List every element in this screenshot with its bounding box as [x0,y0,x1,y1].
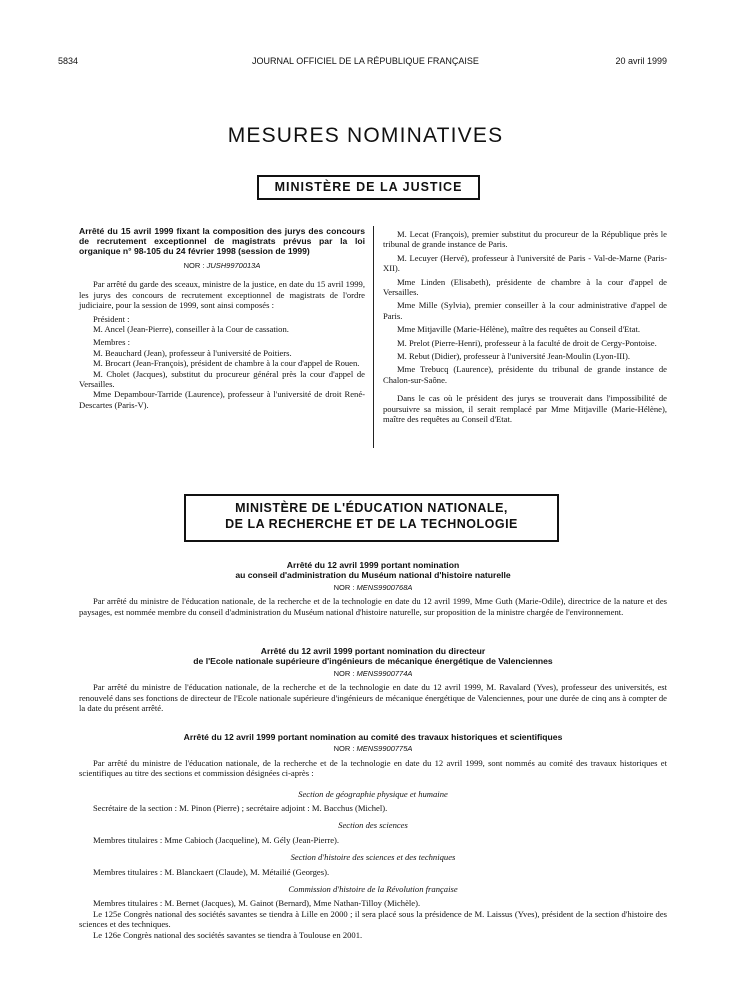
president-entry: M. Ancel (Jean-Pierre), conseiller à la Cour de cassation. [93,324,289,335]
nor-label: NOR : [333,582,357,592]
section-title: Commission d'histoire de la Révolution française [288,884,458,895]
section-title: Section de géographie physique et humaine [298,788,448,799]
page-title: MESURES NOMINATIVES [227,124,504,147]
arrete-title: Arrêté du 12 avril 1999 portant nomination [286,560,460,570]
nor-label: NOR : [333,744,357,754]
nor-code: MENS9900775A [356,744,413,754]
closing-paragraph: Dans le cas où le président des jurys se trouverait dans l'impossibilité de poursuivre sa mission, il serait remplacé par Mme Mitjaville (Marie-Hélène), maître des requêtes au Conseil d'Etat. [383,393,667,425]
congress-paragraph: Le 126e Congrès national des sociétés savantes se tiendra à Toulouse en 2001. [93,929,363,940]
arrete-cths [79,732,667,940]
arrete-title: au conseil d'administration du Muséum national d'histoire naturelle [235,570,511,581]
section-body: Membres titulaires : M. Bernet (Jacques), M. Gainot (Bernard), Mme Nathan-Tilloy (Michèle). [93,898,421,909]
member-entry: M. Cholet (Jacques), substitut du procureur général près la cour d'appel de Versailles. [79,368,365,390]
arrete-body: Par arrêté du ministre de l'éducation nationale, de la recherche et de la technologie en date du 12 avril 1999, M. Ravalard (Yves), professeur des universités, est renouvelé dans ses fonctions de directeur de l'Ecole nationale supérieure d'ingénieurs de mécanique énergétique de Valenciennes, pour une durée de cinq ans à compter de la date du présent arrêté. [79,682,667,714]
section-body: Secrétaire de la section : M. Pinon (Pierre) ; secrétaire adjoint : M. Bacchus (Michel). [93,803,388,814]
nor-code: JUSH9970013A [206,261,261,270]
member-entry: M. Lecat (François), premier substitut du procureur de la République près le tribunal de grande instance de Paris. [383,229,667,250]
member-entry: M. Prelot (Pierre-Henri), professeur à la faculté de droit de Cergy-Pontoise. [397,337,657,348]
member-entry: M. Beauchard (Jean), professeur à l'université de Poitiers. [93,347,292,358]
president-label: Président : [93,313,130,324]
arrete-title: Arrêté du 15 avril 1999 fixant la composition des jurys des concours de recrutement exceptionnel de magistrats prévus par la loi organique n° 98-105 du 24 février 1998 (session de 1999) [79,226,365,256]
nor-code: MENS9900774A [356,668,413,678]
member-entry: Mme Linden (Elisabeth), présidente de chambre à la cour d'appel de Versailles. [383,276,667,298]
section-body: Membres titulaires : M. Blanckaert (Claude), M. Métailié (Georges). [93,866,330,877]
arrete-museum [79,560,667,617]
member-entry: Mme Depambour-Tarride (Laurence), professeur à l'université de droit René-Descartes (Paris-V). [79,389,365,410]
nor-line [79,744,667,754]
arrete-intro: Par arrêté du garde des sceaux, ministre de la justice, en date du 15 avril 1999, les jurys des concours de recrutement exceptionnel de magistrats de l'ordre judiciaire, pour la session de 1999, sont ainsi composés : [79,279,365,311]
arrete-title: de l'Ecole nationale supérieure d'ingénieurs de mécanique énergétique de Valenciennes [193,656,553,667]
arrete-ensimev [79,646,667,713]
member-entry: Mme Trebucq (Laurence), présidente du tribunal de grande instance de Chalon-sur-Saône. [383,364,667,385]
arrete-body: Par arrêté du ministre de l'éducation nationale, de la recherche et de la technologie en date du 12 avril 1999, Mme Guth (Marie-Odile), directrice de la nature et des paysages, est nommée membre du conseil d'administration du Muséum national d'histoire naturelle, sur proposition de la ministre chargée de l'environnement. [79,596,667,617]
arrete-title: Arrêté du 12 avril 1999 portant nomination du directeur [260,646,486,656]
journal-title: JOURNAL OFFICIEL DE LA RÉPUBLIQUE FRANÇAISE [252,56,479,66]
section-title: Section d'histoire des sciences et des techniques [290,852,456,863]
nor-line [79,261,365,271]
column-divider [373,226,374,448]
member-entry: Mme Mitjaville (Marie-Hélène), maître des requêtes au Conseil d'Etat. [397,324,641,335]
nor-label: NOR : [183,261,207,270]
section-body: Membres titulaires : Mme Cabioch (Jacqueline), M. Gély (Jean-Pierre). [93,834,340,845]
nor-code: MENS9900768A [356,582,413,592]
page-number: 5834 [58,56,79,66]
ministry-justice-box [257,175,480,200]
arrete-title: Arrêté du 12 avril 1999 portant nomination au comité des travaux historiques et scientifiques [183,732,563,742]
ministry-justice-heading: MINISTÈRE DE LA JUSTICE [274,180,463,194]
nor-line [79,669,667,679]
member-entry: M. Rebut (Didier), professeur à l'université Jean-Moulin (Lyon-III). [397,351,631,362]
nor-label: NOR : [333,668,357,678]
issue-date: 20 avril 1999 [615,56,667,66]
ministry-education-heading-line1: MINISTÈRE DE L'ÉDUCATION NATIONALE, [235,501,508,515]
justice-right-column [383,226,667,425]
ministry-education-heading-line2: DE LA RECHERCHE ET DE LA TECHNOLOGIE [225,517,518,531]
section-title: Section des sciences [338,820,408,831]
member-entry: M. Lecuyer (Hervé), professeur à l'université de Paris - Val-de-Marne (Paris-XII). [383,252,667,274]
justice-left-column [79,226,365,410]
member-entry: M. Brocart (Jean-François), président de chambre à la cour d'appel de Rouen. [93,358,360,369]
ministry-education-box [184,494,559,542]
nor-line [79,583,667,593]
member-entry: Mme Mille (Sylvia), premier conseiller à la cour administrative d'appel de Paris. [383,300,667,321]
arrete-body: Par arrêté du ministre de l'éducation nationale, de la recherche et de la technologie en date du 12 avril 1999, sont nommés au comité des travaux historiques et scientifiques au titre des sections et commission désignées ci-après : [79,757,667,779]
congress-paragraph: Le 125e Congrès national des sociétés savantes se tiendra à Lille en 2000 ; il sera placé sous la présidence de M. Laissus (Yves), président de la section d'histoire des sciences et des techniques. [79,908,667,930]
members-label: Membres : [93,337,130,348]
